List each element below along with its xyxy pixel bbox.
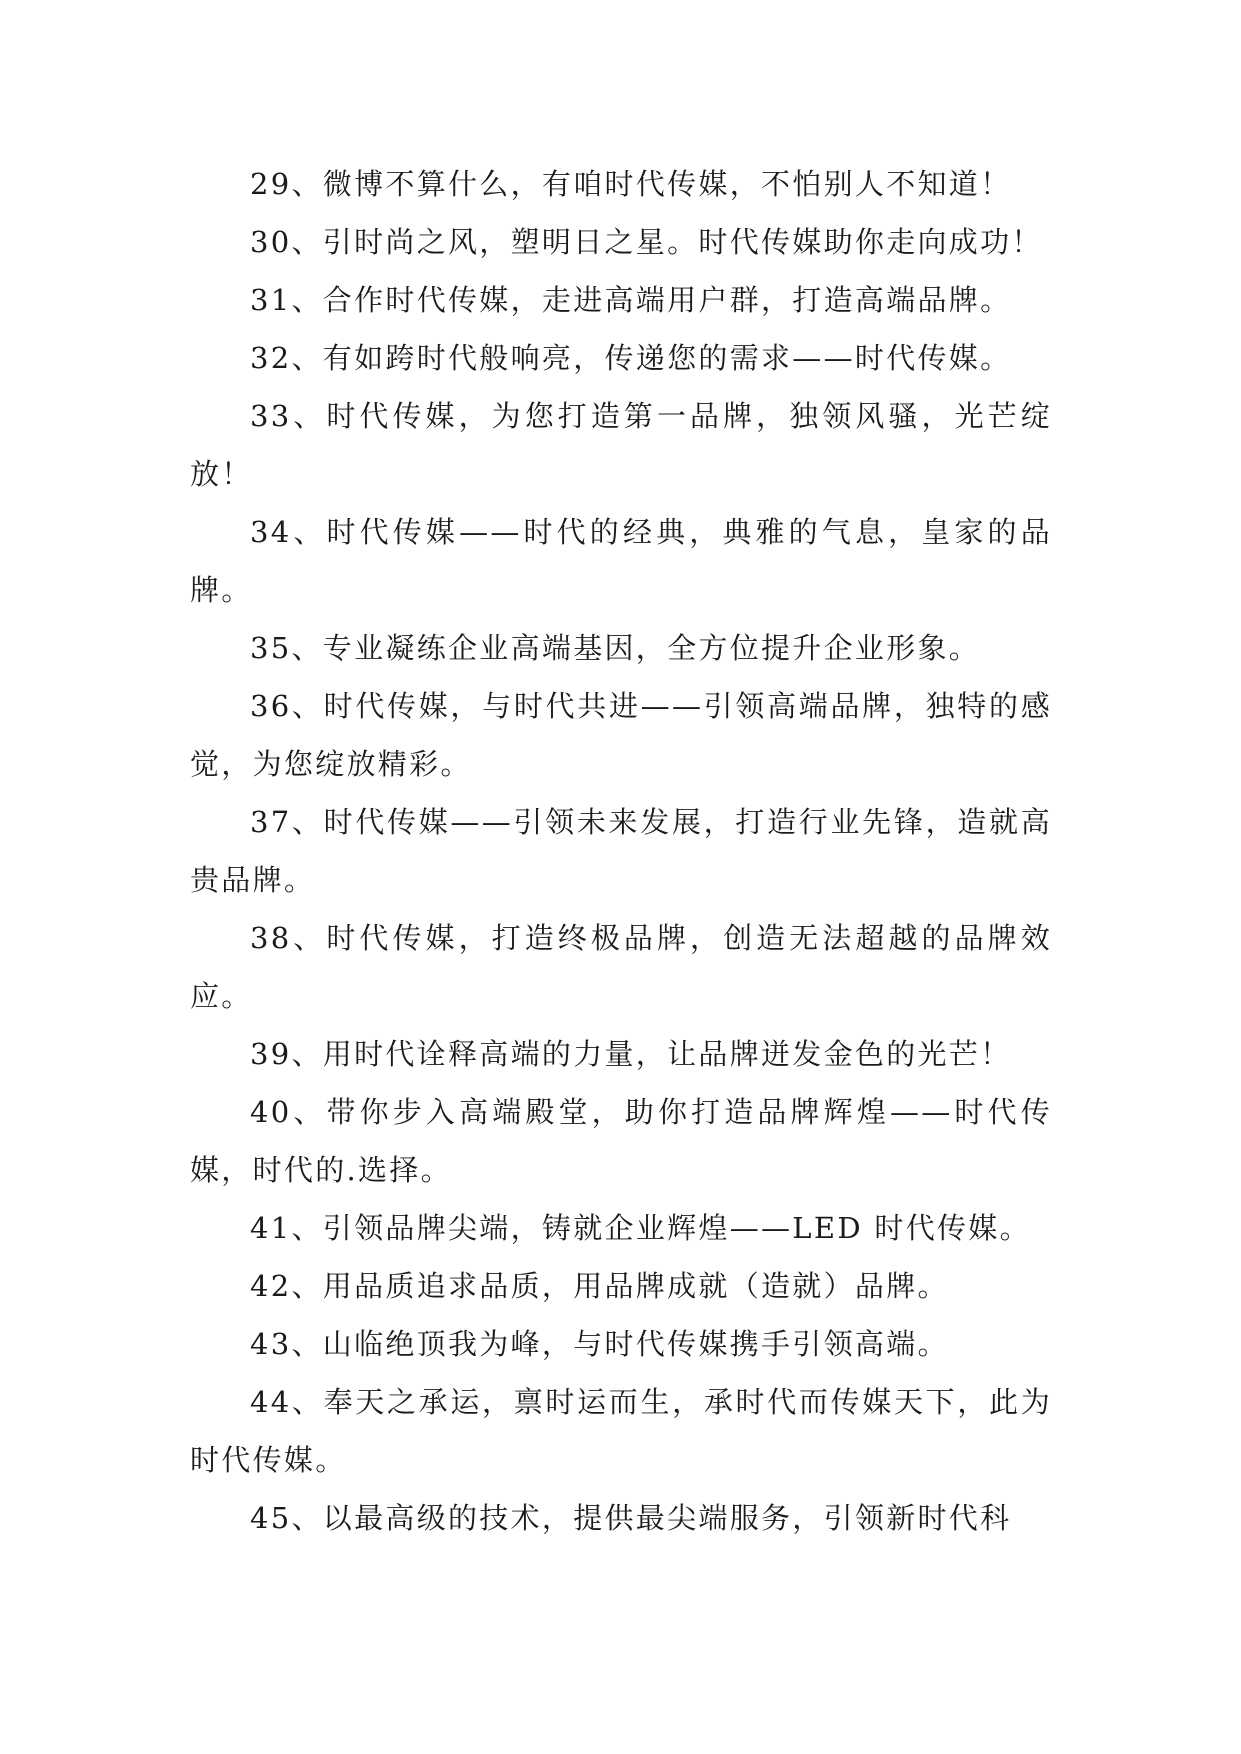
paragraph-37: 37、时代传媒——引领未来发展，打造行业先锋，造就高贵品牌。 [190,805,1052,897]
paragraph-30: 30、引时尚之风，塑明日之星。时代传媒助你走向成功！ [250,225,1043,259]
paragraph-44: 44、奉天之承运，禀时运而生，承时代而传媒天下，此为时代传媒。 [190,1385,1052,1477]
paragraph-34: 34、时代传媒——时代的经典，典雅的气息，皇家的品牌。 [190,515,1052,607]
paragraph-29: 29、微博不算什么，有咱时代传媒，不怕别人不知道！ [250,167,1012,201]
paragraph-31: 31、合作时代传媒，走进高端用户群，打造高端品牌。 [250,283,1012,317]
paragraph-35: 35、专业凝练企业高端基因，全方位提升企业形象。 [250,631,981,665]
paragraph-41: 41、引领品牌尖端，铸就企业辉煌——LED 时代传媒。 [250,1211,1031,1245]
paragraph-36: 36、时代传媒，与时代共进——引领高端品牌，独特的感觉，为您绽放精彩。 [190,689,1052,781]
paragraph-45: 45、以最高级的技术，提供最尖端服务，引领新时代科 [250,1501,1012,1535]
paragraph-40: 40、带你步入高端殿堂，助你打造品牌辉煌——时代传媒，时代的.选择。 [190,1095,1052,1187]
document-body [190,155,1052,1547]
paragraph-32: 32、有如跨时代般响亮，传递您的需求——时代传媒。 [250,341,1012,375]
paragraph-33: 33、时代传媒，为您打造第一品牌，独领风骚，光芒绽放！ [190,399,1052,491]
paragraph-39: 39、用时代诠释高端的力量，让品牌迸发金色的光芒！ [250,1037,1012,1071]
paragraph-42: 42、用品质追求品质，用品牌成就（造就）品牌。 [250,1269,949,1303]
paragraph-43: 43、山临绝顶我为峰，与时代传媒携手引领高端。 [250,1327,949,1361]
paragraph-38: 38、时代传媒，打造终极品牌，创造无法超越的品牌效应。 [190,921,1052,1013]
